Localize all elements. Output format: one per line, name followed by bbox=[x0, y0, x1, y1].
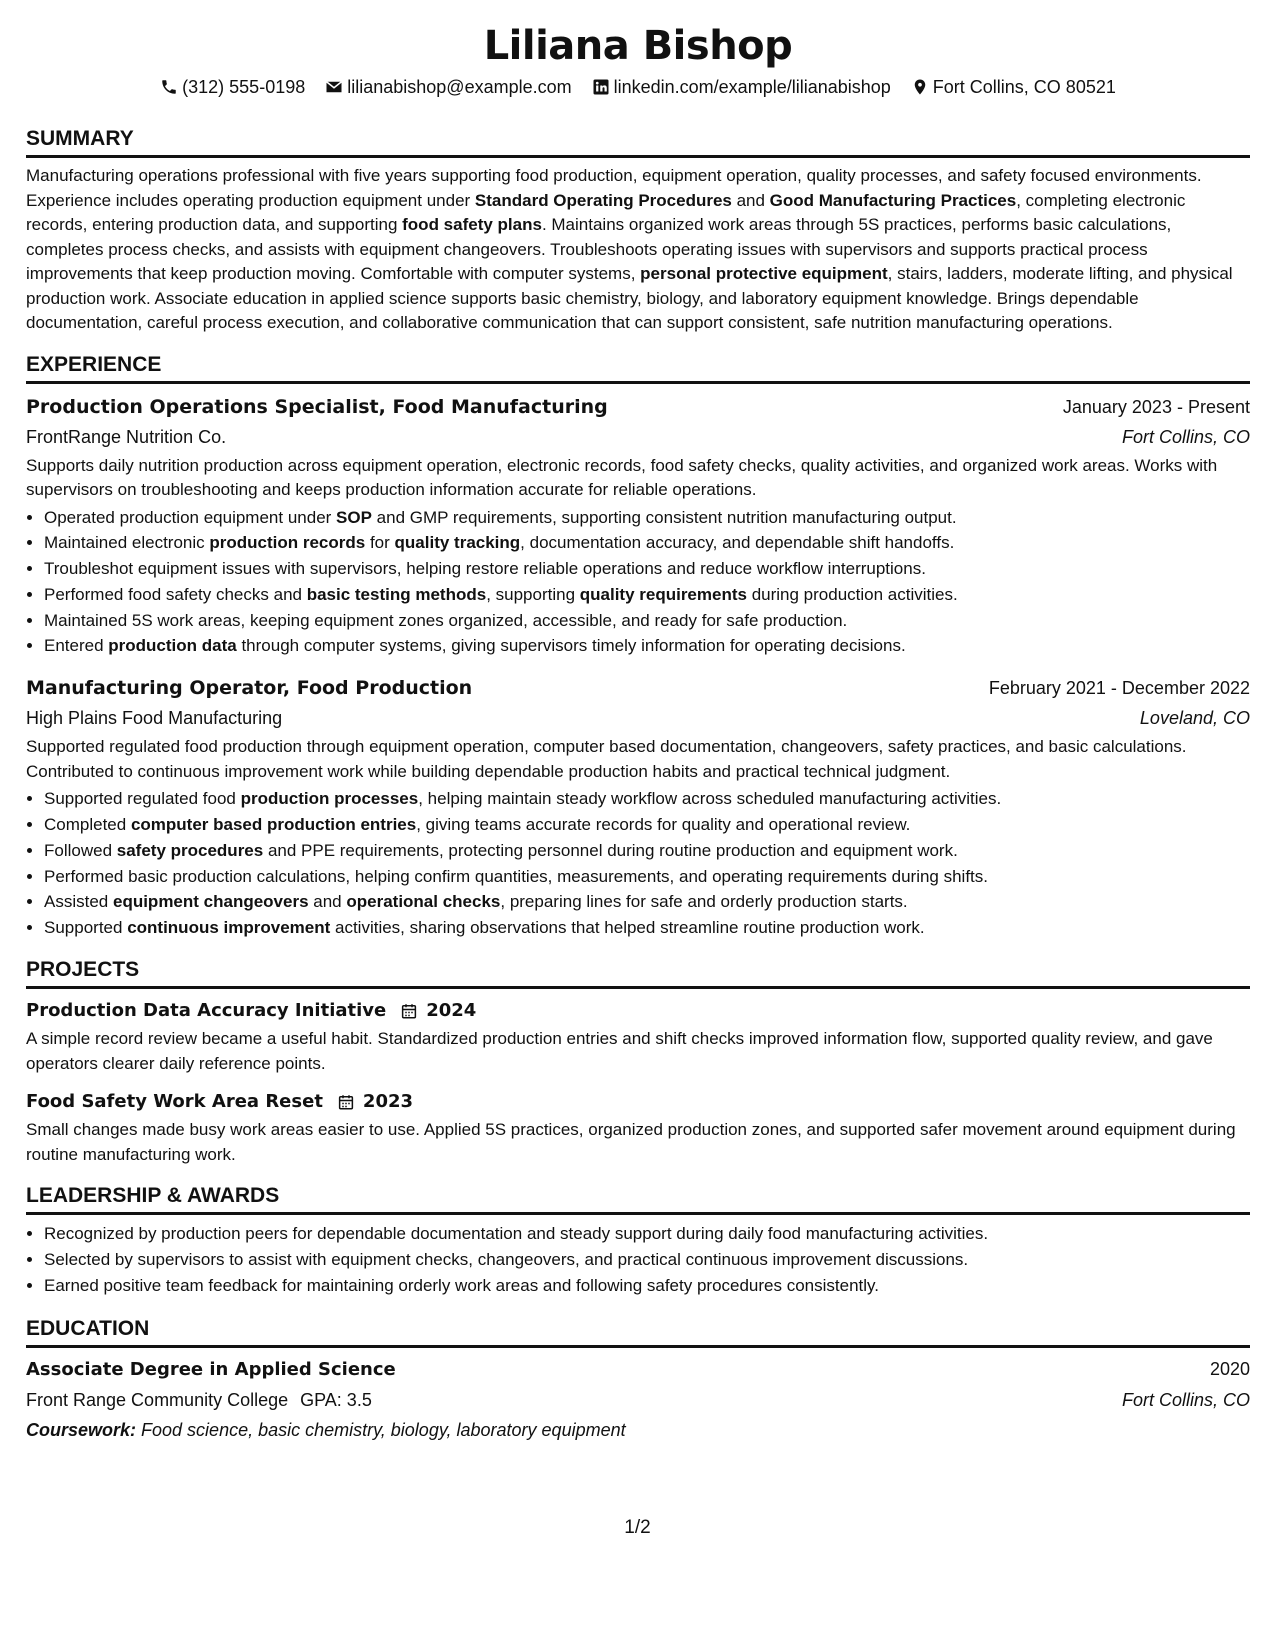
list-item bbox=[44, 530, 1250, 556]
list-item bbox=[44, 582, 1250, 608]
contact-linkedin[interactable] bbox=[592, 74, 891, 100]
leadership-section bbox=[26, 1183, 1250, 1298]
school-name: Front Range Community College bbox=[26, 1390, 289, 1411]
text-run: and bbox=[308, 892, 347, 912]
project-description: Small changes made busy work areas easier to use. Applied 5S practices, organized production zones, and supported safer movement around equipment during routine manufacturing work. bbox=[26, 1120, 1236, 1164]
text-run: and PPE requirements, protecting personnel during routine production and equipment work. bbox=[263, 840, 958, 860]
job-bullets bbox=[26, 505, 1250, 660]
bold-text: SOP bbox=[336, 507, 372, 527]
job-summary: Supports daily nutrition production across equipment operation, electronic records, food safety checks, quality activities, and organized work areas. Works with supervisors on troubleshooting and keeps production information accurate for reliable operations. bbox=[26, 455, 1218, 499]
degree-title: Associate Degree in Applied Science bbox=[26, 1359, 396, 1381]
coursework-text: Food science, basic chemistry, biology, laboratory equipment bbox=[136, 1420, 626, 1441]
list-item: • Selected by supervisors to assist with equipment checks, changeovers, and practical continuous improvement discussions. bbox=[44, 1247, 1250, 1273]
list-item: • Earned positive team feedback for maintaining orderly work areas and following safety procedures consistently. bbox=[44, 1273, 1250, 1299]
text-run: Supported bbox=[44, 918, 128, 938]
text-run: Followed bbox=[44, 840, 117, 860]
list-item bbox=[44, 505, 1250, 531]
bold-text: quality tracking bbox=[394, 533, 521, 553]
project-description: A simple record review became a useful habit. Standardized production entries and shift checks improved information flow, supported quality review, and gave operators clearer daily reference points. bbox=[26, 1029, 1213, 1073]
bold-text: production data bbox=[108, 636, 237, 656]
linkedin-icon bbox=[592, 78, 610, 96]
text-run: during production activities. bbox=[746, 584, 958, 604]
text-run: and bbox=[731, 190, 770, 210]
bold-text: operational checks bbox=[346, 892, 501, 912]
text-run: Troubleshot equipment issues with supervisors, helping restore reliable operations and reduce workflow interruptions. bbox=[44, 559, 926, 579]
list-item bbox=[44, 889, 1250, 915]
contact-phone-text: (312) 555-0198 bbox=[182, 77, 306, 97]
text-run: . Maintains organized work areas through 5S practices, performs basic calculations, completes process checks, and assists with equipment changeovers. Troubleshoots operating issues with supervisors and supports practical process improvements that keep production moving. Comfortable with computer systems, bbox=[26, 215, 1172, 283]
text-run: , completing electronic records, entering production data, and supporting bbox=[26, 190, 1186, 234]
contact-location bbox=[911, 74, 1116, 100]
bold-text: basic testing methods bbox=[306, 584, 487, 604]
list-item bbox=[44, 786, 1250, 812]
project-year: 2023 bbox=[362, 1091, 414, 1113]
job-company: High Plains Food Manufacturing bbox=[26, 708, 283, 729]
job-location: Fort Collins, CO bbox=[1121, 426, 1250, 447]
project-name: Food Safety Work Area Reset bbox=[26, 1091, 323, 1113]
text-run: , documentation accuracy, and dependable shift handoffs. bbox=[520, 533, 955, 553]
leadership-bullets bbox=[26, 1221, 1250, 1298]
job-date: February 2021 - December 2022 bbox=[988, 678, 1250, 699]
text-run: , helping maintain steady workflow across scheduled manufacturing activities. bbox=[418, 789, 1002, 809]
envelope-icon bbox=[325, 78, 343, 96]
job-location: Loveland, CO bbox=[1139, 708, 1250, 729]
page-number: 1/2 bbox=[624, 1517, 651, 1538]
text-run: Performed basic production calculations, helping confirm quantities, measurements, and operating requirements during shifts. bbox=[44, 866, 988, 886]
coursework bbox=[26, 1415, 1250, 1445]
resume-page bbox=[26, 20, 1250, 1445]
text-run: and GMP requirements, supporting consistent nutrition manufacturing output. bbox=[371, 507, 957, 527]
contact-phone[interactable] bbox=[160, 74, 305, 100]
text-run: Performed food safety checks and bbox=[44, 584, 307, 604]
list-item bbox=[44, 608, 1250, 634]
text-run: Maintained 5S work areas, keeping equipment zones organized, accessible, and ready for safe production. bbox=[44, 610, 848, 630]
bold-text: food safety plans bbox=[402, 215, 542, 234]
list-item bbox=[44, 838, 1250, 864]
project-entry bbox=[26, 997, 1250, 1076]
text-run: , preparing lines for safe and orderly production starts. bbox=[500, 892, 908, 912]
job-entry bbox=[26, 673, 1250, 941]
leadership-heading: LEADERSHIP & AWARDS bbox=[26, 1183, 1250, 1215]
text-run: , supporting bbox=[486, 584, 580, 604]
text-run: Manufacturing operations professional with five years supporting food production, equipment operation, quality processes, and safety focused environments. Experience includes operating production equipment under bbox=[26, 166, 1202, 210]
summary-section bbox=[26, 126, 1250, 336]
text-run: Supported regulated food bbox=[44, 789, 241, 809]
list-item bbox=[44, 812, 1250, 838]
bold-text: Good Manufacturing Practices bbox=[769, 190, 1017, 210]
list-item bbox=[44, 915, 1250, 941]
bold-text: production records bbox=[209, 533, 366, 553]
summary-heading: SUMMARY bbox=[26, 126, 1250, 158]
list-item bbox=[44, 864, 1250, 890]
bold-text: quality requirements bbox=[579, 584, 747, 604]
graduation-year: 2020 bbox=[1209, 1359, 1250, 1380]
bold-text: computer based production entries bbox=[130, 815, 417, 835]
text-run: , stairs, ladders, moderate lifting, and physical production work. Associate education in applied science supports basic chemistry, biology, and laboratory equipment knowledge. Brings dependable documentation, careful process execution, and collaborative communication that can support consistent, safe nutrition manufacturing operations. bbox=[26, 264, 1233, 332]
experience-heading: EXPERIENCE bbox=[26, 352, 1250, 384]
contact-email[interactable] bbox=[325, 74, 571, 100]
bold-text: production processes bbox=[240, 789, 419, 809]
experience-section bbox=[26, 352, 1250, 942]
project-name: Production Data Accuracy Initiative bbox=[26, 1000, 387, 1022]
education-heading: EDUCATION bbox=[26, 1316, 1250, 1348]
contact-location-text: Fort Collins, CO 80521 bbox=[932, 77, 1116, 97]
calendar-icon bbox=[337, 1093, 355, 1111]
calendar-icon bbox=[400, 1002, 418, 1020]
text-run: for bbox=[365, 533, 395, 553]
phone-icon bbox=[160, 78, 178, 96]
job-date: January 2023 - Present bbox=[1062, 396, 1250, 417]
contact-linkedin-text: linkedin.com/example/lilianabishop bbox=[613, 77, 891, 97]
bold-text: continuous improvement bbox=[127, 918, 331, 938]
job-bullets bbox=[26, 786, 1250, 941]
text-run: Maintained electronic bbox=[44, 533, 210, 553]
text-run: , giving teams accurate records for quality and operational review. bbox=[416, 815, 911, 835]
bold-text: equipment changeovers bbox=[112, 892, 309, 912]
job-entry bbox=[26, 392, 1250, 660]
job-title: Manufacturing Operator, Food Production bbox=[26, 677, 473, 700]
bold-text: personal protective equipment bbox=[640, 264, 888, 283]
projects-heading: PROJECTS bbox=[26, 957, 1250, 989]
projects-section bbox=[26, 957, 1250, 1167]
list-item bbox=[44, 556, 1250, 582]
text-run: Assisted bbox=[44, 892, 113, 912]
candidate-name: Liliana Bishop bbox=[483, 23, 793, 69]
gpa: GPA: 3.5 bbox=[300, 1390, 372, 1411]
list-item: • Recognized by production peers for dependable documentation and steady support during daily food manufacturing activities. bbox=[44, 1221, 1250, 1247]
job-summary: Supported regulated food production through equipment operation, computer based documentation, changeovers, safety practices, and basic calculations. Contributed to continuous improvement work while building dependable production habits and practical technical judgment. bbox=[26, 737, 1187, 781]
school-location: Fort Collins, CO bbox=[1121, 1390, 1250, 1411]
map-pin-icon bbox=[911, 78, 929, 96]
job-company: FrontRange Nutrition Co. bbox=[26, 426, 227, 447]
bold-text: safety procedures bbox=[116, 840, 264, 860]
bold-text: Standard Operating Procedures bbox=[474, 190, 732, 210]
text-run: through computer systems, giving supervisors timely information for operating decisions. bbox=[236, 636, 906, 656]
contact-bar bbox=[26, 74, 1250, 100]
coursework-label: Coursework: bbox=[26, 1420, 137, 1441]
text-run: Operated production equipment under bbox=[44, 507, 337, 527]
text-run: Completed bbox=[44, 815, 131, 835]
project-year: 2024 bbox=[426, 1000, 477, 1022]
text-run: Entered bbox=[44, 636, 109, 656]
education-section bbox=[26, 1316, 1250, 1445]
summary-text bbox=[26, 164, 1250, 336]
text-run: activities, sharing observations that helped streamline routine production work. bbox=[330, 918, 925, 938]
list-item bbox=[44, 633, 1250, 659]
job-title: Production Operations Specialist, Food Manufacturing bbox=[26, 395, 608, 418]
project-entry bbox=[26, 1088, 1250, 1167]
contact-email-text: lilianabishop@example.com bbox=[347, 77, 572, 97]
